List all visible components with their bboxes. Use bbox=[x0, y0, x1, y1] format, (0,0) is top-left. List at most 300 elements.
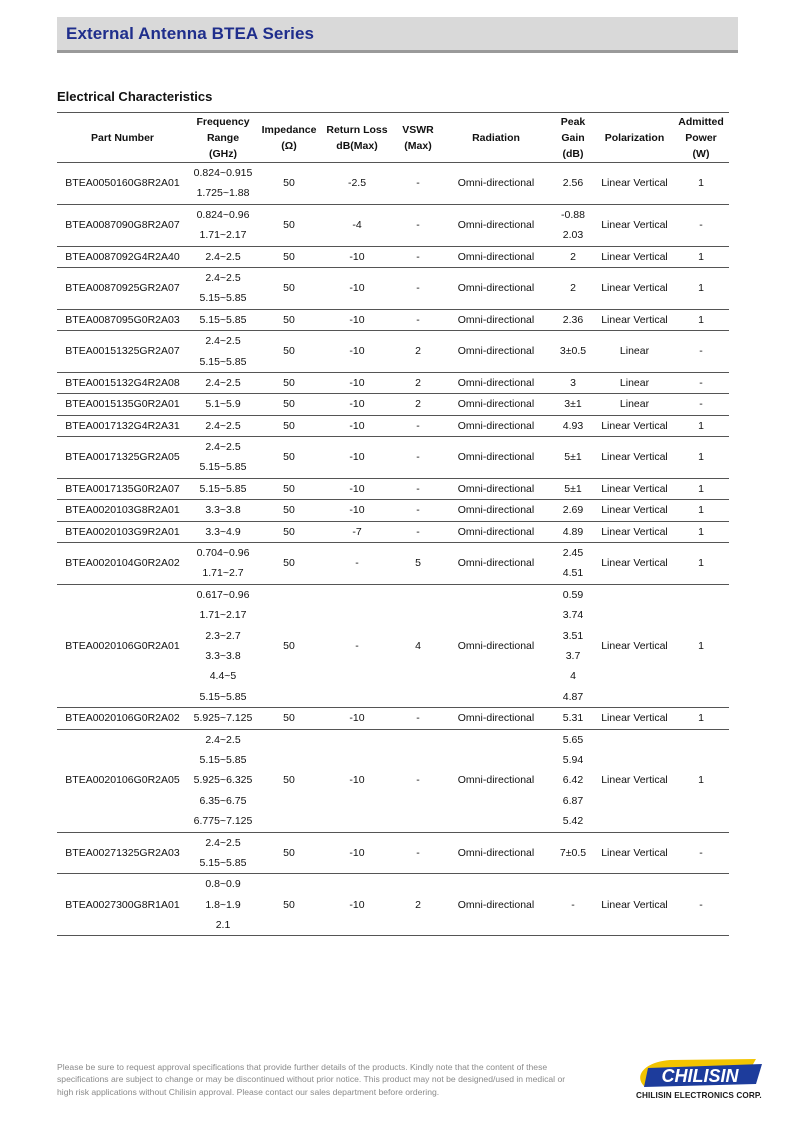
cell-line: 3±0.5 bbox=[559, 345, 587, 358]
radiation-cell bbox=[442, 543, 550, 585]
cell-text: -7 bbox=[352, 525, 362, 538]
vswr-cell bbox=[394, 874, 442, 936]
cell-line: 1.71~2.17 bbox=[199, 229, 247, 242]
cell-text: - bbox=[416, 712, 420, 725]
admitted-power-cell bbox=[673, 415, 729, 436]
peak-gain-cell bbox=[550, 729, 596, 832]
return-loss-cell bbox=[320, 309, 394, 330]
table-row bbox=[57, 267, 729, 309]
radiation-cell bbox=[442, 331, 550, 373]
return-loss-cell bbox=[320, 832, 394, 874]
admitted-power-cell bbox=[673, 394, 729, 415]
impedance-cell bbox=[258, 521, 320, 542]
cell-line: 4.89 bbox=[562, 525, 584, 538]
cell-text: -10 bbox=[349, 482, 365, 495]
cell-text: Omni-directional bbox=[457, 250, 535, 263]
admitted-power-cell bbox=[673, 708, 729, 729]
cell-line: 5.15~5.85 bbox=[199, 355, 247, 368]
table-header-row bbox=[57, 113, 729, 163]
column-header-line: (GHz) bbox=[209, 147, 237, 160]
admitted-power-cell bbox=[673, 331, 729, 373]
return-loss-cell bbox=[320, 478, 394, 499]
cell-text: 2 bbox=[415, 398, 421, 411]
cell-text: 1 bbox=[698, 774, 704, 787]
frequency-cell bbox=[188, 415, 258, 436]
vswr-cell bbox=[394, 309, 442, 330]
column-header-line: Gain bbox=[561, 131, 585, 144]
polarization-cell bbox=[596, 437, 673, 479]
column-header-line: (dB) bbox=[562, 147, 584, 160]
vswr-cell bbox=[394, 729, 442, 832]
cell-line: 5.31 bbox=[562, 712, 584, 725]
cell-text: -10 bbox=[349, 504, 365, 517]
cell-line: 3 bbox=[570, 376, 576, 389]
admitted-power-cell bbox=[673, 309, 729, 330]
return-loss-cell bbox=[320, 729, 394, 832]
cell-text: -10 bbox=[349, 846, 365, 859]
return-loss-cell bbox=[320, 521, 394, 542]
table-row bbox=[57, 394, 729, 415]
peak-gain-cell bbox=[550, 309, 596, 330]
part-number-cell bbox=[57, 204, 188, 246]
vswr-cell bbox=[394, 246, 442, 267]
frequency-cell bbox=[188, 309, 258, 330]
column-header bbox=[442, 113, 550, 163]
part-number-cell bbox=[57, 832, 188, 874]
radiation-cell bbox=[442, 204, 550, 246]
cell-text: 50 bbox=[283, 482, 295, 495]
column-header-line: Frequency bbox=[196, 115, 250, 128]
disclaimer-line: Please be sure to request approval specifications that provide further details of the products. Kindly note that the content of these bbox=[57, 1062, 548, 1072]
cell-text: Omni-directional bbox=[457, 313, 535, 326]
cell-text: Linear bbox=[619, 376, 650, 389]
table-row bbox=[57, 543, 729, 585]
disclaimer-line: high risk applications without Chilisin approval. Please contact our sales department before ordering. bbox=[57, 1086, 440, 1097]
cell-text: Omni-directional bbox=[457, 525, 535, 538]
peak-gain-cell bbox=[550, 267, 596, 309]
cell-line: 0.59 bbox=[562, 588, 584, 601]
cell-text: Linear Vertical bbox=[601, 282, 668, 295]
cell-line: 5.94 bbox=[562, 753, 584, 766]
radiation-cell bbox=[442, 163, 550, 205]
admitted-power-cell bbox=[673, 832, 729, 874]
cell-line: 0.704~0.96 bbox=[196, 547, 250, 560]
cell-text: Linear Vertical bbox=[601, 898, 668, 911]
cell-line: 3.3~4.9 bbox=[205, 525, 241, 538]
table-row bbox=[57, 437, 729, 479]
cell-line: 6.87 bbox=[562, 794, 584, 807]
cell-text: - bbox=[699, 398, 703, 411]
vswr-cell bbox=[394, 415, 442, 436]
cell-text: - bbox=[355, 639, 359, 652]
column-header-line: Polarization bbox=[604, 131, 665, 144]
peak-gain-cell bbox=[550, 584, 596, 707]
impedance-cell bbox=[258, 204, 320, 246]
cell-text: BTEA0020104G0R2A02 bbox=[65, 557, 180, 570]
peak-gain-cell bbox=[550, 331, 596, 373]
column-header-line: dB(Max) bbox=[336, 139, 378, 152]
part-number-cell bbox=[57, 521, 188, 542]
cell-line: 2.4~2.5 bbox=[205, 376, 241, 389]
cell-text: Omni-directional bbox=[457, 345, 535, 358]
polarization-cell bbox=[596, 331, 673, 373]
impedance-cell bbox=[258, 500, 320, 521]
admitted-power-cell bbox=[673, 478, 729, 499]
cell-text: Linear bbox=[619, 398, 650, 411]
cell-line: 3.74 bbox=[562, 609, 584, 622]
table-row bbox=[57, 163, 729, 205]
cell-text: - bbox=[416, 451, 420, 464]
cell-line: 4.51 bbox=[562, 567, 584, 580]
peak-gain-cell bbox=[550, 163, 596, 205]
vswr-cell bbox=[394, 204, 442, 246]
frequency-cell bbox=[188, 874, 258, 936]
impedance-cell bbox=[258, 163, 320, 205]
frequency-cell bbox=[188, 584, 258, 707]
cell-text: -10 bbox=[349, 345, 365, 358]
admitted-power-cell bbox=[673, 500, 729, 521]
cell-text: Omni-directional bbox=[457, 398, 535, 411]
column-header bbox=[673, 113, 729, 163]
table-row bbox=[57, 415, 729, 436]
cell-text: Linear Vertical bbox=[601, 712, 668, 725]
peak-gain-cell bbox=[550, 204, 596, 246]
column-header bbox=[188, 113, 258, 163]
cell-text: - bbox=[416, 250, 420, 263]
cell-text: BTEA0017135G0R2A07 bbox=[65, 482, 180, 495]
part-number-cell bbox=[57, 163, 188, 205]
cell-text: 1 bbox=[698, 419, 704, 432]
admitted-power-cell bbox=[673, 543, 729, 585]
vswr-cell bbox=[394, 543, 442, 585]
vswr-cell bbox=[394, 331, 442, 373]
cell-text: 4 bbox=[415, 639, 421, 652]
table-row bbox=[57, 584, 729, 707]
cell-line: 2 bbox=[570, 282, 576, 295]
cell-text: 5 bbox=[415, 557, 421, 570]
cell-line: 5.15~5.85 bbox=[199, 292, 247, 305]
cell-text: - bbox=[699, 345, 703, 358]
table-body bbox=[57, 163, 729, 936]
cell-text: BTEA00171325GR2A05 bbox=[65, 451, 180, 464]
cell-line: 5.42 bbox=[562, 815, 584, 828]
cell-text: Omni-directional bbox=[457, 557, 535, 570]
cell-text: 50 bbox=[283, 313, 295, 326]
cell-line: 2 bbox=[570, 250, 576, 263]
cell-line: 1.725~1.88 bbox=[196, 187, 250, 200]
return-loss-cell bbox=[320, 394, 394, 415]
cell-line: 0.824~0.915 bbox=[193, 167, 253, 179]
cell-text: -10 bbox=[349, 774, 365, 787]
cell-text: BTEA0087092G4R2A40 bbox=[65, 250, 180, 263]
column-header-line: Range bbox=[206, 131, 240, 144]
cell-line: 2.56 bbox=[562, 177, 584, 190]
cell-text: BTEA00151325GR2A07 bbox=[65, 345, 180, 358]
return-loss-cell bbox=[320, 415, 394, 436]
cell-text: - bbox=[416, 846, 420, 859]
disclaimer-line: specifications are subject to change or may be discontinued without prior notice. This product may not be designed/used in medical or bbox=[57, 1074, 566, 1085]
cell-line: - bbox=[571, 898, 575, 911]
return-loss-cell bbox=[320, 500, 394, 521]
cell-text: BTEA00271325GR2A03 bbox=[65, 846, 180, 859]
return-loss-cell bbox=[320, 543, 394, 585]
admitted-power-cell bbox=[673, 246, 729, 267]
impedance-cell bbox=[258, 708, 320, 729]
cell-line: 7±0.5 bbox=[559, 846, 587, 859]
cell-text: - bbox=[699, 218, 703, 231]
column-header-line: (Ω) bbox=[281, 139, 297, 152]
cell-text: - bbox=[416, 177, 420, 190]
impedance-cell bbox=[258, 729, 320, 832]
cell-text: - bbox=[416, 482, 420, 495]
cell-line: 6.35~6.75 bbox=[199, 794, 247, 807]
admitted-power-cell bbox=[673, 874, 729, 936]
cell-line: 2.1 bbox=[215, 919, 231, 932]
frequency-cell bbox=[188, 478, 258, 499]
vswr-cell bbox=[394, 372, 442, 393]
impedance-cell bbox=[258, 832, 320, 874]
cell-text: -10 bbox=[349, 313, 365, 326]
frequency-cell bbox=[188, 543, 258, 585]
cell-text: 50 bbox=[283, 177, 295, 190]
polarization-cell bbox=[596, 204, 673, 246]
cell-line: 5.65 bbox=[562, 733, 584, 746]
cell-line: 4 bbox=[570, 670, 576, 683]
frequency-cell bbox=[188, 832, 258, 874]
polarization-cell bbox=[596, 415, 673, 436]
cell-line: 2.36 bbox=[562, 313, 584, 326]
cell-text: 1 bbox=[698, 504, 704, 517]
cell-text: -10 bbox=[349, 282, 365, 295]
cell-line: 4.93 bbox=[562, 419, 584, 432]
cell-text: Omni-directional bbox=[457, 419, 535, 432]
impedance-cell bbox=[258, 372, 320, 393]
cell-text: - bbox=[416, 525, 420, 538]
cell-text: 50 bbox=[283, 639, 295, 652]
frequency-cell bbox=[188, 204, 258, 246]
cell-text: Linear Vertical bbox=[601, 774, 668, 787]
return-loss-cell bbox=[320, 331, 394, 373]
cell-line: 0.8~0.9 bbox=[205, 878, 241, 891]
cell-text: BTEA0015135G0R2A01 bbox=[65, 398, 180, 411]
frequency-cell bbox=[188, 729, 258, 832]
admitted-power-cell bbox=[673, 584, 729, 707]
radiation-cell bbox=[442, 708, 550, 729]
peak-gain-cell bbox=[550, 437, 596, 479]
electrical-characteristics-table bbox=[57, 112, 729, 936]
table-row bbox=[57, 478, 729, 499]
impedance-cell bbox=[258, 415, 320, 436]
frequency-cell bbox=[188, 521, 258, 542]
radiation-cell bbox=[442, 267, 550, 309]
cell-line: 5.15~5.85 bbox=[199, 313, 247, 326]
cell-text: 1 bbox=[698, 250, 704, 263]
admitted-power-cell bbox=[673, 729, 729, 832]
polarization-cell bbox=[596, 708, 673, 729]
cell-text: -10 bbox=[349, 419, 365, 432]
cell-text: Omni-directional bbox=[457, 712, 535, 725]
cell-text: -10 bbox=[349, 451, 365, 464]
part-number-cell bbox=[57, 309, 188, 330]
cell-text: Linear Vertical bbox=[601, 451, 668, 464]
admitted-power-cell bbox=[673, 437, 729, 479]
cell-text: BTEA0020106G0R2A02 bbox=[65, 712, 180, 725]
cell-text: BTEA0020103G9R2A01 bbox=[65, 525, 180, 538]
column-header bbox=[394, 113, 442, 163]
column-header-line: Power bbox=[685, 131, 717, 144]
cell-line: -0.88 bbox=[561, 208, 585, 221]
column-header bbox=[320, 113, 394, 163]
cell-text: BTEA00870925GR2A07 bbox=[65, 282, 180, 295]
cell-text: Omni-directional bbox=[457, 282, 535, 295]
peak-gain-cell bbox=[550, 478, 596, 499]
admitted-power-cell bbox=[673, 163, 729, 205]
cell-text: - bbox=[416, 419, 420, 432]
cell-text: 50 bbox=[283, 250, 295, 263]
cell-text: 50 bbox=[283, 898, 295, 911]
frequency-cell bbox=[188, 267, 258, 309]
impedance-cell bbox=[258, 584, 320, 707]
part-number-cell bbox=[57, 708, 188, 729]
cell-text: 2 bbox=[415, 898, 421, 911]
page-title: External Antenna BTEA Series bbox=[66, 24, 315, 43]
cell-text: - bbox=[699, 898, 703, 911]
cell-line: 1.8~1.9 bbox=[205, 898, 241, 911]
cell-line: 2.4~2.5 bbox=[205, 335, 241, 348]
part-number-cell bbox=[57, 874, 188, 936]
cell-text: -10 bbox=[349, 712, 365, 725]
polarization-cell bbox=[596, 521, 673, 542]
peak-gain-cell bbox=[550, 500, 596, 521]
cell-text: Omni-directional bbox=[457, 376, 535, 389]
return-loss-cell bbox=[320, 163, 394, 205]
cell-text: Omni-directional bbox=[457, 846, 535, 859]
cell-line: 2.4~2.5 bbox=[205, 271, 241, 284]
cell-text: Linear bbox=[619, 345, 650, 358]
cell-line: 3.7 bbox=[565, 649, 581, 662]
radiation-cell bbox=[442, 832, 550, 874]
polarization-cell bbox=[596, 874, 673, 936]
column-header bbox=[596, 113, 673, 163]
table-row bbox=[57, 246, 729, 267]
cell-text: Linear Vertical bbox=[601, 177, 668, 190]
cell-text: -4 bbox=[352, 218, 362, 231]
peak-gain-cell bbox=[550, 372, 596, 393]
cell-line: 3±1 bbox=[564, 398, 582, 411]
peak-gain-cell bbox=[550, 708, 596, 729]
vswr-cell bbox=[394, 521, 442, 542]
part-number-cell bbox=[57, 500, 188, 521]
part-number-cell bbox=[57, 478, 188, 499]
admitted-power-cell bbox=[673, 521, 729, 542]
cell-text: Linear Vertical bbox=[601, 557, 668, 570]
part-number-cell bbox=[57, 437, 188, 479]
cell-text: -10 bbox=[349, 898, 365, 911]
column-header-line: Impedance bbox=[261, 123, 317, 136]
cell-text: - bbox=[699, 376, 703, 389]
table-row bbox=[57, 331, 729, 373]
polarization-cell bbox=[596, 267, 673, 309]
impedance-cell bbox=[258, 331, 320, 373]
cell-line: 5±1 bbox=[564, 482, 582, 495]
cell-line: 1.71~2.17 bbox=[199, 609, 247, 622]
table-row bbox=[57, 832, 729, 874]
column-header bbox=[550, 113, 596, 163]
cell-text: BTEA0087090G8R2A07 bbox=[65, 218, 180, 231]
admitted-power-cell bbox=[673, 204, 729, 246]
cell-line: 2.69 bbox=[562, 504, 584, 517]
peak-gain-cell bbox=[550, 394, 596, 415]
peak-gain-cell bbox=[550, 521, 596, 542]
vswr-cell bbox=[394, 500, 442, 521]
cell-line: 2.03 bbox=[562, 229, 584, 242]
cell-line: 2.45 bbox=[562, 547, 584, 560]
cell-text: 50 bbox=[283, 282, 295, 295]
cell-text: Omni-directional bbox=[457, 774, 535, 787]
polarization-cell bbox=[596, 394, 673, 415]
return-loss-cell bbox=[320, 437, 394, 479]
radiation-cell bbox=[442, 521, 550, 542]
cell-line: 1.71~2.7 bbox=[202, 567, 244, 580]
cell-text: Omni-directional bbox=[457, 482, 535, 495]
cell-text: 50 bbox=[283, 846, 295, 859]
vswr-cell bbox=[394, 267, 442, 309]
cell-text: -10 bbox=[349, 250, 365, 263]
cell-text: Linear Vertical bbox=[601, 525, 668, 538]
polarization-cell bbox=[596, 832, 673, 874]
peak-gain-cell bbox=[550, 246, 596, 267]
frequency-cell bbox=[188, 372, 258, 393]
cell-text: 1 bbox=[698, 451, 704, 464]
column-header bbox=[258, 113, 320, 163]
cell-text: Omni-directional bbox=[457, 451, 535, 464]
part-number-cell bbox=[57, 415, 188, 436]
table-row bbox=[57, 708, 729, 729]
impedance-cell bbox=[258, 394, 320, 415]
table-row bbox=[57, 729, 729, 832]
polarization-cell bbox=[596, 246, 673, 267]
cell-text: Linear Vertical bbox=[601, 218, 668, 231]
cell-text: Linear Vertical bbox=[601, 250, 668, 263]
cell-text: - bbox=[355, 557, 359, 570]
vswr-cell bbox=[394, 584, 442, 707]
cell-text: - bbox=[416, 313, 420, 326]
cell-line: 5.15~5.85 bbox=[199, 856, 247, 869]
radiation-cell bbox=[442, 437, 550, 479]
cell-line: 2.4~2.5 bbox=[205, 733, 241, 746]
cell-text: BTEA0015132G4R2A08 bbox=[65, 376, 180, 389]
cell-text: 50 bbox=[283, 376, 295, 389]
return-loss-cell bbox=[320, 708, 394, 729]
radiation-cell bbox=[442, 478, 550, 499]
table-row bbox=[57, 204, 729, 246]
impedance-cell bbox=[258, 874, 320, 936]
cell-text: Omni-directional bbox=[457, 504, 535, 517]
cell-line: 2.3~2.7 bbox=[205, 629, 241, 642]
impedance-cell bbox=[258, 437, 320, 479]
vswr-cell bbox=[394, 478, 442, 499]
cell-text: BTEA0087095G0R2A03 bbox=[65, 313, 180, 326]
table-row bbox=[57, 500, 729, 521]
cell-text: -10 bbox=[349, 398, 365, 411]
cell-text: 50 bbox=[283, 419, 295, 432]
impedance-cell bbox=[258, 309, 320, 330]
polarization-cell bbox=[596, 372, 673, 393]
column-header-line: Admitted bbox=[678, 115, 724, 128]
return-loss-cell bbox=[320, 372, 394, 393]
frequency-cell bbox=[188, 331, 258, 373]
cell-line: 5±1 bbox=[564, 451, 582, 464]
